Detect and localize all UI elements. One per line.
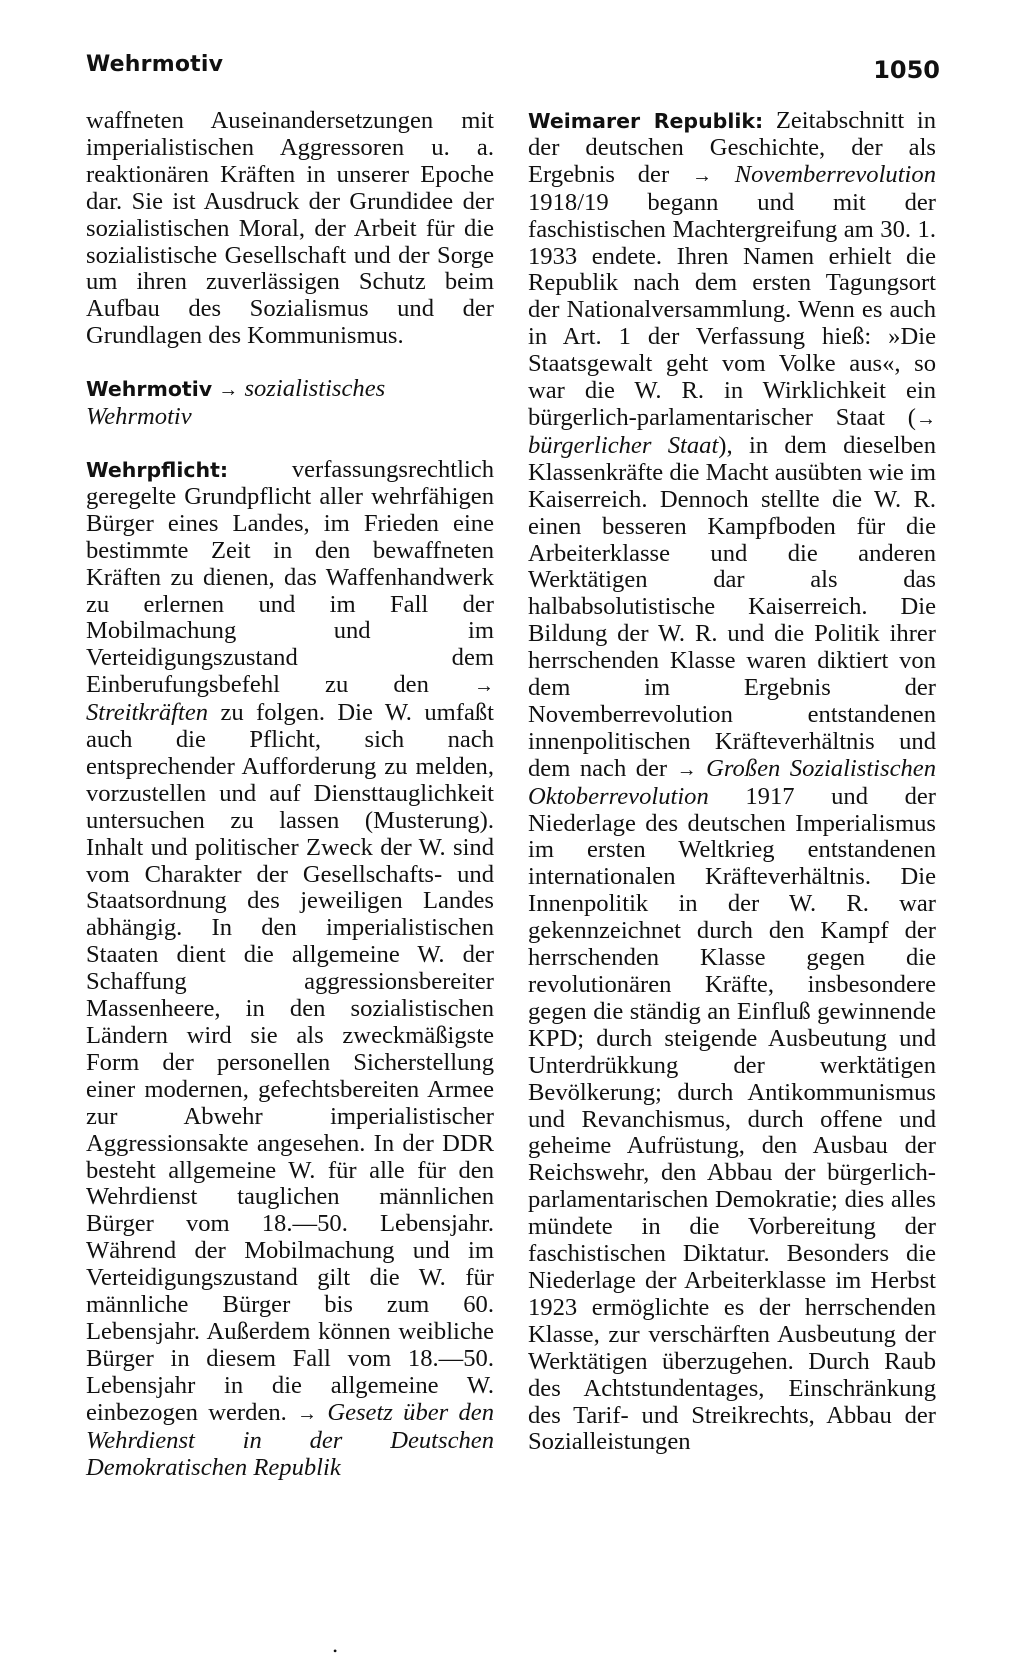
continuation-text: waffneten Auseinandersetzungen mit imperialistischen Aggressoren u. a. reaktionären Kräften in unserer Epoche dar. Sie ist Ausdruck der Grundidee der sozialistischen Moral, der Arbeit für die sozialistische Gesellschaft und der Sorge um ihren zuverlässigen Schutz beim Aufbau des Sozialismus und der Grundlagen des Kommunismus.: [86, 107, 494, 350]
cross-reference-link[interactable]: Streitkräften: [86, 699, 209, 727]
entry-weimarer-republik: [528, 108, 936, 1456]
continuation-entry: [86, 108, 494, 350]
arrow-icon: →: [218, 379, 239, 402]
entry-wehrpflicht: [86, 457, 494, 1481]
entry-text: 1917 und der Niederlage des deutschen Imperialismus im ersten Weltkrieg entstandenen internationalen Kräfteverhältnis. Die Innenpolitik in der W. R. war gekennzeichnet durch den Kampf der herrschenden Klasse gegen die revolutionären Kräfte, insbesondere gegen die ständig an Einfluß gewinnende KPD; durch steigende Ausbeutung und Unterdrükkung der werktätigen Bevölkerung; durch Antikommunismus und Revanchismus, durch offene und geheime Aufrüstung, den Ausbau der Reichswehr, den Abbau der bürgerlich-parlamentarischen Demokratie; dies alles mündete in die Vorbereitung der faschistischen Diktatur. Besonders die Niederlage der Arbeiterklasse im Herbst 1923 ermöglichte es der herrschenden Klasse, zur verschärften Ausbeutung der Werktätigen überzugehen. Durch Raub des Achtstundentages, Einschränkung des Tarif- und Streikrechts, Abbau der Sozialleistungen: [528, 782, 936, 1456]
running-head: Wehrmotiv: [86, 52, 224, 77]
entry-text: Zeitabschnitt in der deutschen Geschichte, der als Ergebnis der: [528, 107, 936, 188]
arrow-icon: →: [916, 407, 936, 430]
page-number: 1050: [873, 56, 940, 84]
entry-text: 1918/19 begann und mit der faschistischen Machtergreifung am 30. 1. 1933 endete. Ihren Namen erhielt die Republik nach dem ersten Tagungsort der Nationalversammlung. Wenn es auch in Art. 1 der Verfassung hieß: »Die Staatsgewalt geht vom Volke aus«, so war die W. R. in Wirklichkeit ein bürgerlich-parlamentarischer Staat (: [528, 188, 936, 431]
entry-text: zu folgen. Die W. umfaßt auch die Pflicht, sich nach entsprechender Aufforderung zu melden, vorzustellen und auf Diensttauglichkeit untersuchen zu lassen (Musterung). Inhalt und politischer Zweck der W. sind vom Charakter der Gesellschafts- und Staatsordnung des jeweiligen Landes abhängig. In den imperialistischen Staaten dient die allgemeine W. der Schaffung aggressionsbereiter Massenheere, in den sozialistischen Ländern wird sie als zweckmäßigste Form der personellen Sicherstellung einer modernen, gefechtsbereiten Armee zur Abwehr imperialistischer Aggressionsakte angesehen. In der DDR besteht allgemeine W. für alle für den Wehrdienst tauglichen männlichen Bürger vom 18.—50. Lebensjahr. Während der Mobilmachung und im Verteidigungszustand gilt die W. für männliche Bürger bis zum 60. Lebensjahr. Außerdem können weibliche Bürger in diesem Fall vom 18.—50. Lebensjahr in die allgemeine W. einbezogen werden.: [86, 699, 494, 1426]
right-column: [528, 108, 936, 1482]
lemma-wehrpflicht: Wehrpflicht:: [86, 457, 229, 482]
entry-text: ), in dem dieselben Klassenkräfte die Macht ausübten wie im Kaiserreich. Dennoch stellte die W. R. einen besseren Kampfboden für die Arbeiterklasse und die anderen Werktätigen dar als das halbabsolutistische Kaiserreich. Die Bildung der W. R. und die Politik ihrer herrschenden Klasse waren diktiert von dem im Ergebnis der Novemberrevolution entstandenen innenpolitischen Kräfteverhältnis und dem nach der: [528, 431, 936, 782]
entry-text: verfassungsrechtlich geregelte Grundpflicht aller wehrfähigen Bürger eines Landes, im Frieden eine bestimmte Zeit in den bewaffneten Kräften zu dienen, das Waffenhandwerk zu erlernen und im Fall der Mobilmachung und im Verteidigungszustand dem Einberufungsbefehl zu den: [86, 455, 494, 699]
arrow-icon: →: [676, 758, 697, 781]
arrow-icon: →: [474, 675, 494, 698]
left-column: [86, 108, 494, 1507]
arrow-icon: →: [691, 164, 712, 187]
cross-reference-link[interactable]: Großen Sozialistischen Oktoberrevolution: [528, 754, 936, 810]
lemma-wehrmotiv: Wehrmotiv: [86, 377, 213, 402]
entry-wehrmotiv: [86, 376, 494, 431]
arrow-icon: →: [297, 1402, 318, 1425]
cross-reference-link[interactable]: sozialistisches Wehrmotiv: [86, 375, 386, 431]
cross-reference-link[interactable]: Gesetz über den Wehrdienst in der Deutschen Demokratischen Republik: [86, 1398, 494, 1481]
cross-reference-link[interactable]: Novemberrevolution: [734, 160, 936, 188]
cross-reference-link[interactable]: bürgerlicher Staat: [528, 431, 719, 459]
print-mark: •: [333, 1644, 338, 1658]
lemma-weimarer-republik: Weimarer Republik:: [528, 109, 764, 133]
